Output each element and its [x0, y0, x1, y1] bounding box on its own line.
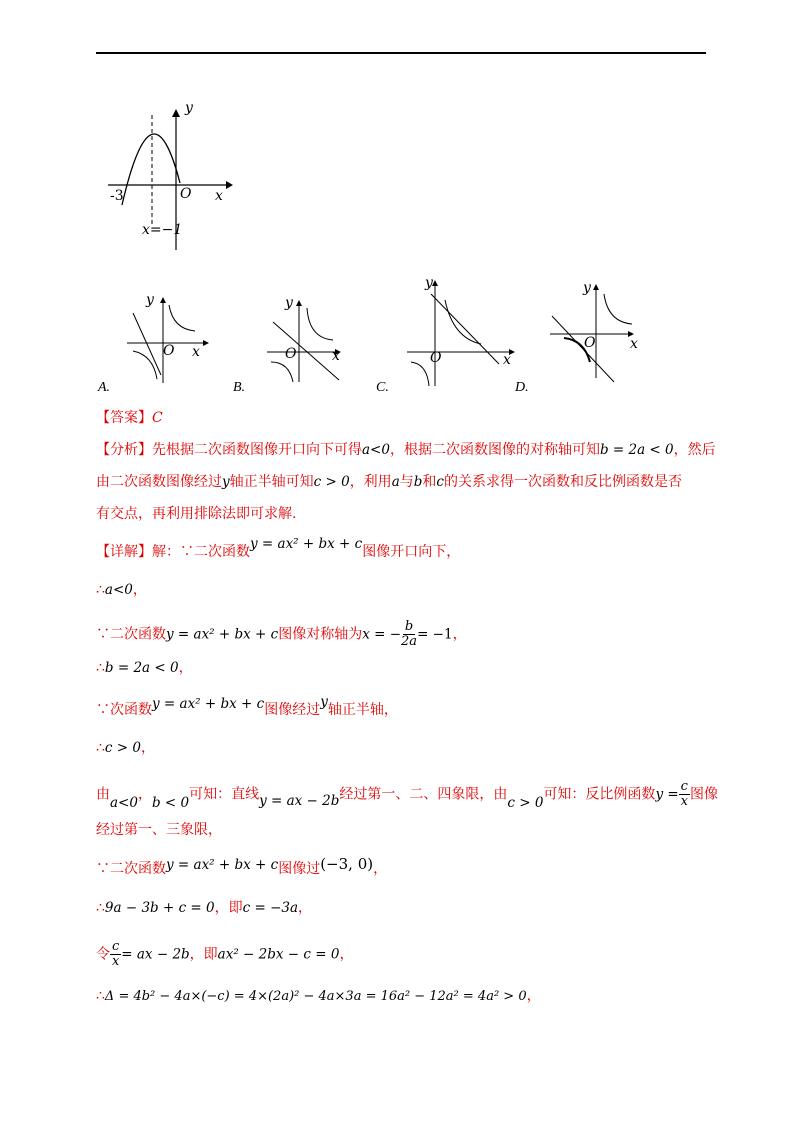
math-expr: a — [391, 474, 400, 490]
detail-line-10 — [96, 898, 312, 918]
detail-text: 图像过 — [278, 861, 321, 877]
math-expr: a<0 — [362, 442, 390, 458]
detail-line-4 — [96, 658, 193, 678]
graph-neg3-label: -3 — [110, 188, 124, 204]
detail-prefix: 【详解】 — [96, 544, 152, 560]
detail-text: ， — [373, 861, 388, 877]
analysis-text: 与 — [399, 474, 414, 490]
option-c-x: x — [503, 352, 511, 368]
analysis-text: ，利用 — [349, 474, 392, 490]
detail-text: ，即 — [214, 900, 243, 916]
fraction-numerator: b — [404, 619, 414, 634]
option-b-y: y — [285, 295, 293, 311]
analysis-text: 和 — [422, 474, 437, 490]
detail-text: 可知：反比例函数 — [543, 786, 656, 803]
option-c-graph — [405, 278, 515, 388]
option-d-label[interactable]: D. — [515, 380, 529, 395]
option-a-y: y — [146, 292, 154, 308]
header-rule — [96, 52, 706, 54]
fraction — [110, 940, 121, 969]
graph-origin-label: O — [180, 186, 192, 202]
answer-line — [96, 408, 163, 428]
detail-text: 经过第一、二、四象限，由 — [339, 786, 508, 803]
detail-line-7 — [96, 780, 718, 809]
detail-text: 解：∵二次函数 — [152, 544, 250, 560]
analysis-text: 由二次函数图像经过 — [96, 474, 222, 490]
option-b-x: x — [332, 348, 340, 364]
analysis-text: 有交点，再利用排除法即可求解. — [96, 506, 297, 522]
detail-line-6 — [96, 738, 155, 758]
math-expr: y = ax² + bx + c — [166, 857, 279, 873]
math-expr: x = − — [362, 626, 402, 643]
detail-text: ∵二次函数 — [96, 626, 166, 643]
detail-text: 图像开口向下， — [362, 544, 461, 560]
math-expr: ax² − 2bx − c = 0 — [217, 946, 340, 963]
detail-text: ∴ — [96, 900, 105, 916]
fraction-numerator: c — [112, 939, 120, 954]
option-c-o: O — [430, 350, 442, 366]
detail-text: ，即 — [189, 946, 218, 963]
analysis-text: ，根据二次函数图像的对称轴可知 — [389, 442, 600, 458]
math-expr: c > 0 — [507, 794, 544, 811]
detail-line-2 — [96, 580, 147, 600]
option-a-o: O — [163, 343, 175, 359]
math-expr: y = ax − 2b — [259, 792, 340, 809]
graph-x-label: x — [215, 188, 223, 204]
option-a-graph — [125, 295, 210, 385]
analysis-text: ，然后 — [673, 442, 716, 458]
detail-line-1 — [96, 536, 461, 562]
detail-text: ， — [452, 626, 467, 643]
option-b-o: O — [285, 346, 297, 362]
answer-value: C — [152, 410, 163, 426]
math-expr: = ax − 2b — [121, 946, 190, 963]
analysis-prefix: 【分析】 — [96, 442, 152, 458]
math-expr: b = 2a < 0 — [104, 660, 179, 676]
math-expr: c — [436, 474, 444, 490]
math-expr: a<0 — [110, 794, 138, 811]
graph-y-label: y — [185, 100, 193, 116]
option-c-y: y — [425, 275, 433, 291]
detail-text: ， — [526, 988, 541, 1004]
detail-text: 令 — [96, 946, 110, 963]
detail-text: ∴ — [96, 660, 105, 676]
math-expr: a<0 — [104, 582, 133, 598]
math-expr: b < 0 — [151, 794, 190, 811]
analysis-text: 轴正半轴可知 — [229, 474, 314, 490]
detail-line-9 — [96, 855, 388, 879]
detail-text: ， — [298, 900, 313, 916]
math-expr: = −1 — [417, 626, 453, 643]
answer-prefix: 【答案】 — [96, 410, 152, 426]
detail-text: ∵次函数 — [96, 702, 152, 718]
math-expr: y — [222, 474, 230, 490]
option-d-y: y — [583, 280, 591, 296]
detail-text: 经过第一、三象限， — [96, 822, 222, 838]
detail-text: 图像经过 — [264, 702, 321, 718]
detail-text: ， — [339, 946, 354, 963]
math-expr: b = 2a < 0 — [599, 442, 674, 458]
detail-line-8 — [96, 820, 222, 840]
math-expr: c > 0 — [313, 474, 350, 490]
fraction-numerator: c — [680, 779, 688, 794]
math-expr: (−3, 0) — [320, 855, 374, 873]
math-expr: c = −3a — [242, 900, 299, 916]
math-expr: y — [320, 694, 328, 710]
fraction — [401, 620, 417, 649]
option-a-x: x — [192, 344, 200, 360]
detail-text: 图像 — [689, 786, 718, 803]
math-expr: c > 0 — [104, 740, 141, 756]
detail-text: ∴ — [96, 740, 105, 756]
math-expr: b — [413, 474, 423, 490]
detail-text: ∵二次函数 — [96, 861, 166, 877]
fraction-denominator: 2a — [401, 634, 418, 649]
option-d-o: O — [584, 335, 596, 351]
fraction — [679, 780, 690, 809]
detail-text: 由 — [96, 786, 110, 803]
math-expr: Δ = 4b² − 4a×(−c) = 4×(2a)² − 4a×3a = 16a² − 12a² = 4a² > 0 — [104, 989, 527, 1004]
analysis-line-1 — [96, 440, 716, 460]
detail-line-3 — [96, 620, 467, 649]
math-expr: y = ax² + bx + c — [250, 536, 363, 552]
detail-line-5 — [96, 694, 398, 720]
analysis-line-3 — [96, 504, 296, 524]
option-b-graph — [265, 300, 350, 385]
detail-text: 图像对称轴为 — [278, 626, 363, 643]
option-c-label[interactable]: C. — [376, 380, 389, 395]
detail-text: ∴ — [96, 582, 105, 598]
option-d-x: x — [630, 336, 638, 352]
detail-line-12 — [96, 986, 541, 1007]
analysis-text: 先根据二次函数图像开口向下可得 — [152, 442, 362, 458]
analysis-line-2 — [96, 472, 682, 492]
math-expr: y = — [655, 786, 679, 803]
fraction-denominator: x — [680, 794, 688, 809]
math-expr: y = ax² + bx + c — [152, 696, 265, 712]
detail-text: ， — [137, 786, 152, 803]
detail-text: ， — [178, 660, 193, 676]
analysis-text: 的关系求得一次函数和反比例函数是否 — [443, 474, 682, 490]
option-b-label[interactable]: B. — [233, 380, 246, 395]
math-expr: y = ax² + bx + c — [166, 626, 279, 643]
detail-text: ， — [132, 582, 147, 598]
option-d-graph — [548, 278, 648, 383]
math-expr: 9a − 3b + c = 0 — [104, 900, 215, 916]
detail-text: ， — [140, 740, 155, 756]
detail-text: ∴ — [96, 988, 105, 1004]
detail-line-11 — [96, 940, 353, 969]
option-a-label[interactable]: A. — [98, 380, 111, 395]
fraction-denominator: x — [111, 954, 120, 969]
detail-text: 轴正半轴， — [327, 702, 398, 718]
graph-axis-label: x=−1 — [142, 222, 183, 238]
detail-text: 可知：直线 — [189, 786, 260, 803]
